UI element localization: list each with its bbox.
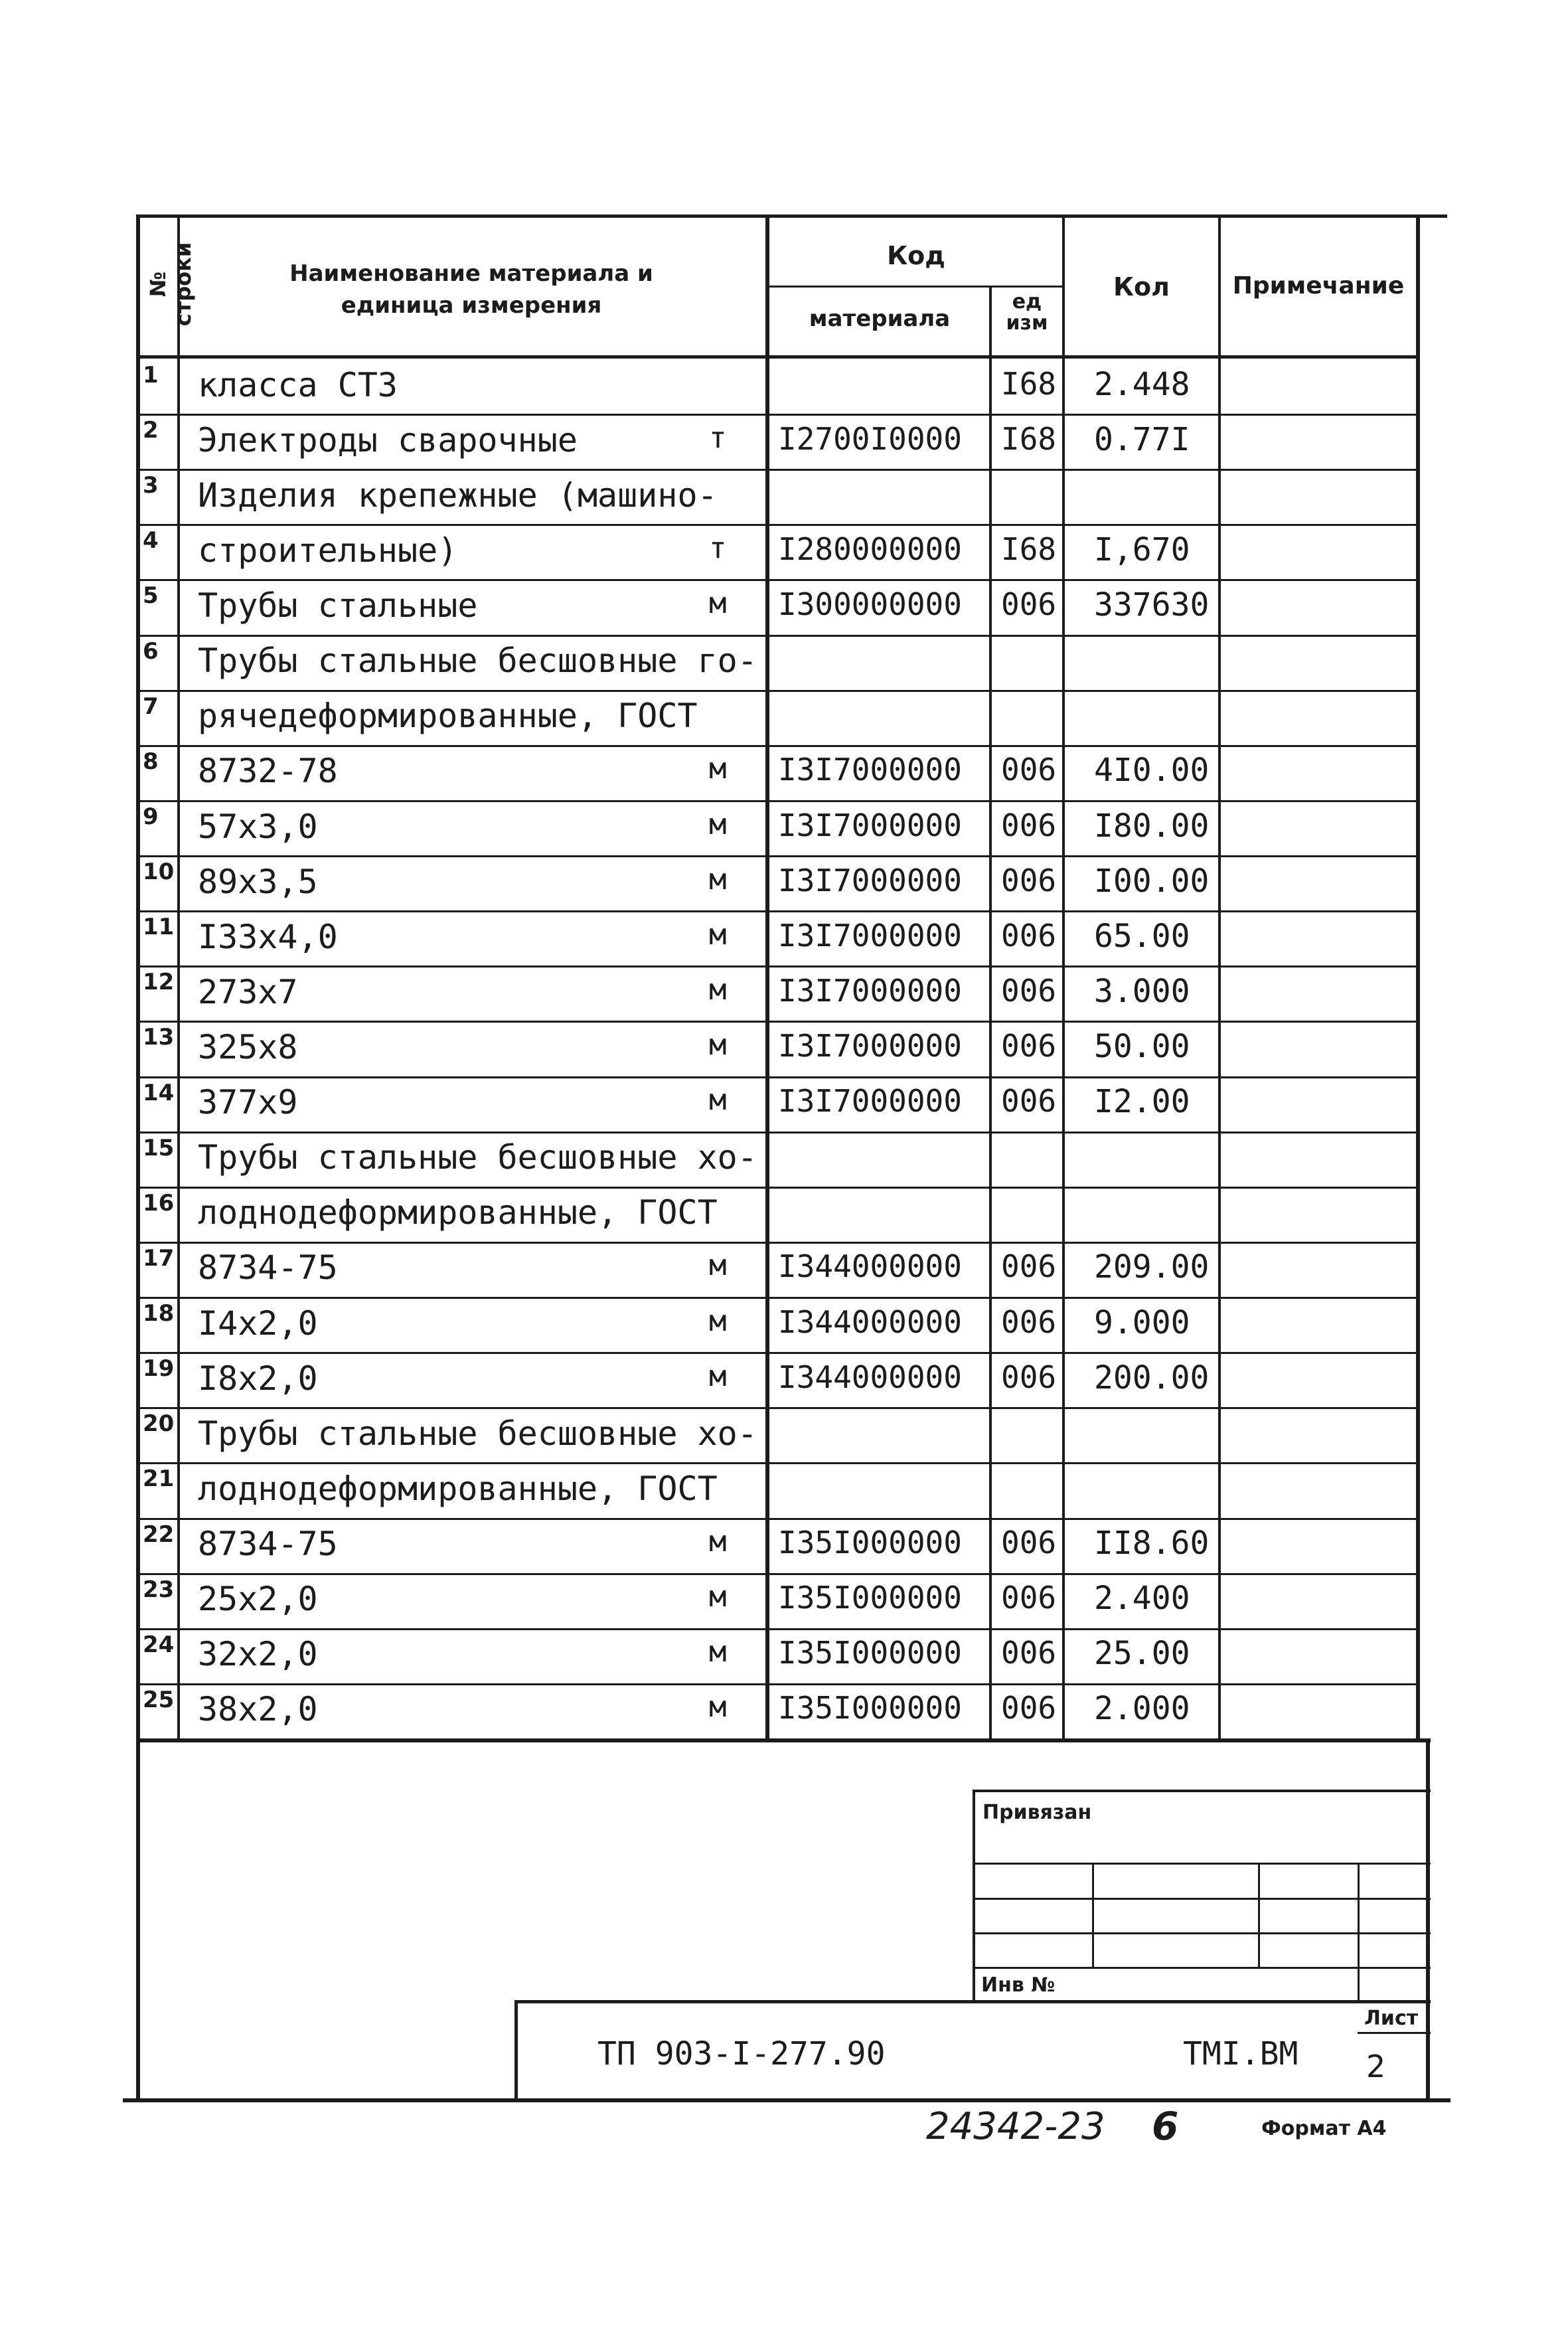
code-header: Код bbox=[887, 241, 945, 270]
row-number: 1 bbox=[143, 362, 159, 388]
row-number: 12 bbox=[143, 969, 175, 996]
unit-symbol: м bbox=[709, 1303, 727, 1338]
unit-code: 006 bbox=[1001, 862, 1057, 898]
name-header-line2: единица измерения bbox=[341, 292, 602, 319]
material-code: I35I000000 bbox=[778, 1635, 962, 1671]
col-line-2 bbox=[765, 214, 769, 1742]
material-code: I280000000 bbox=[778, 531, 962, 567]
frame-bottom-line bbox=[123, 2098, 1450, 2102]
material-name: 325x8 bbox=[198, 1028, 298, 1066]
code-subheader-line bbox=[767, 286, 1062, 288]
code-unit-header-2: изм bbox=[1006, 311, 1048, 335]
material-name: Электроды сварочные bbox=[198, 420, 578, 460]
unit-symbol: м bbox=[709, 917, 727, 952]
quantity-value: I80.00 bbox=[1094, 807, 1210, 845]
unit-code: 006 bbox=[1001, 972, 1057, 1009]
unit-symbol: т bbox=[709, 420, 727, 455]
archive-number: 24342-23 bbox=[926, 2105, 1105, 2148]
unit-symbol: м bbox=[709, 862, 727, 896]
row-number: 10 bbox=[143, 859, 175, 886]
unit-code: 006 bbox=[1001, 1083, 1057, 1120]
document-mark: ТМI.ВМ bbox=[1183, 2035, 1298, 2072]
material-code: I3I7000000 bbox=[778, 807, 962, 843]
row-divider bbox=[136, 1076, 1417, 1078]
attached-label: Привязан bbox=[982, 1801, 1092, 1824]
row-number: 19 bbox=[143, 1355, 175, 1383]
row-number: 11 bbox=[143, 914, 175, 941]
unit-code: I68 bbox=[1001, 365, 1057, 402]
material-code: I35I000000 bbox=[778, 1690, 962, 1726]
row-divider bbox=[136, 1573, 1417, 1575]
row-divider bbox=[136, 1187, 1417, 1189]
sheet-number: 2 bbox=[1366, 2049, 1386, 2084]
row-number: 7 bbox=[143, 693, 159, 720]
unit-code: 006 bbox=[1001, 1525, 1057, 1561]
material-name: 57x3,0 bbox=[198, 807, 318, 846]
material-name: классa СТ3 bbox=[198, 365, 398, 404]
unit-code: 006 bbox=[1001, 1580, 1057, 1616]
row-divider bbox=[136, 855, 1417, 857]
material-code: I3I7000000 bbox=[778, 862, 962, 898]
quantity-value: 2.448 bbox=[1094, 365, 1190, 403]
material-name: I4x2,0 bbox=[198, 1303, 318, 1343]
material-name: 89x3,5 bbox=[198, 862, 318, 901]
row-number: 23 bbox=[143, 1576, 175, 1603]
col-line-1 bbox=[177, 214, 180, 1742]
unit-code: 006 bbox=[1001, 1635, 1057, 1671]
material-code: I3I7000000 bbox=[778, 752, 962, 788]
sheet-cell-divider bbox=[1358, 2032, 1431, 2034]
material-code: I3I7000000 bbox=[778, 1083, 962, 1120]
unit-code: I68 bbox=[1001, 420, 1057, 457]
row-divider bbox=[136, 414, 1417, 416]
quantity-value: 25.00 bbox=[1094, 1635, 1190, 1673]
unit-code: 006 bbox=[1001, 807, 1057, 843]
material-name: Трубы стальные бесшовные го- bbox=[198, 641, 757, 681]
quantity-value: 4I0.00 bbox=[1094, 752, 1210, 790]
row-number: 4 bbox=[143, 527, 159, 554]
quantity-value: 65.00 bbox=[1094, 917, 1190, 955]
material-code: I3I7000000 bbox=[778, 972, 962, 1009]
unit-symbol: м bbox=[709, 1690, 727, 1724]
document-code: ТП 903-I-277.90 bbox=[597, 2035, 886, 2072]
quantity-value: 2.000 bbox=[1094, 1690, 1190, 1728]
qty-header: Кол bbox=[1113, 272, 1170, 301]
stamp-grid-v2 bbox=[1258, 1863, 1260, 1969]
unit-code: 006 bbox=[1001, 1028, 1057, 1064]
unit-symbol: м bbox=[709, 1028, 727, 1062]
stamp-grid-h1 bbox=[973, 1863, 1431, 1865]
material-name: лоднодеформированные, ГОСТ bbox=[198, 1469, 718, 1508]
sheet-label: Лист bbox=[1364, 2007, 1419, 2030]
material-name: строительные) bbox=[198, 531, 458, 570]
unit-symbol: м bbox=[709, 586, 727, 621]
col-line-6 bbox=[1416, 214, 1420, 1740]
material-code: I3I7000000 bbox=[778, 917, 962, 954]
row-divider bbox=[136, 1352, 1417, 1354]
unit-code: 006 bbox=[1001, 586, 1057, 623]
inventory-label: Инв № bbox=[981, 1974, 1056, 1997]
stamp-grid-h4 bbox=[973, 1967, 1431, 1969]
quantity-value: II8.60 bbox=[1094, 1525, 1210, 1562]
row-divider bbox=[136, 1683, 1417, 1685]
stamp-attached-left bbox=[973, 1790, 975, 2002]
table-bottom-line bbox=[136, 1738, 1431, 1742]
material-name: 8734-75 bbox=[198, 1525, 338, 1564]
row-number: 3 bbox=[143, 472, 159, 499]
row-number: 2 bbox=[143, 417, 159, 444]
material-name: Изделия крепежные (машино- bbox=[198, 475, 718, 515]
col-line-4 bbox=[1062, 214, 1065, 1740]
material-name: Трубы стальные bbox=[198, 586, 478, 626]
col-line-3 bbox=[989, 286, 992, 1740]
material-name: лоднодеформированные, ГОСТ bbox=[198, 1193, 718, 1232]
frame-left-line bbox=[136, 214, 140, 2102]
unit-code: 006 bbox=[1001, 1690, 1057, 1726]
stamp-attached-top bbox=[973, 1790, 1431, 1792]
unit-symbol: м bbox=[709, 1635, 727, 1669]
frame-top-line bbox=[136, 214, 1447, 218]
material-name: I33x4,0 bbox=[198, 917, 338, 956]
row-divider bbox=[136, 579, 1417, 581]
row-number: 24 bbox=[143, 1631, 175, 1658]
row-divider bbox=[136, 635, 1417, 637]
material-name: 377x9 bbox=[198, 1083, 298, 1122]
material-name: 25x2,0 bbox=[198, 1580, 318, 1619]
col-line-5 bbox=[1218, 214, 1221, 1740]
material-name: 8734-75 bbox=[198, 1248, 338, 1288]
quantity-value: I2.00 bbox=[1094, 1083, 1190, 1121]
quantity-value: 2.400 bbox=[1094, 1580, 1190, 1618]
quantity-value: 200.00 bbox=[1094, 1359, 1210, 1396]
title-block-left bbox=[514, 2000, 518, 2100]
unit-code: 006 bbox=[1001, 1359, 1057, 1395]
quantity-value: 0.77I bbox=[1094, 420, 1190, 458]
page-number: 6 bbox=[1152, 2104, 1179, 2149]
material-name: Трубы стальные бесшовные хо- bbox=[198, 1414, 757, 1453]
note-header: Примечание bbox=[1232, 272, 1405, 299]
quantity-value: 50.00 bbox=[1094, 1028, 1190, 1065]
quantity-value: 9.000 bbox=[1094, 1303, 1190, 1341]
row-divider bbox=[136, 690, 1417, 692]
row-number-header: № строки bbox=[145, 242, 196, 327]
row-divider bbox=[136, 1021, 1417, 1023]
row-number: 18 bbox=[143, 1300, 175, 1327]
code-material-header: материала bbox=[809, 305, 951, 332]
row-divider bbox=[136, 469, 1417, 471]
material-code: I344000000 bbox=[778, 1248, 962, 1285]
quantity-value: 337630 bbox=[1094, 586, 1210, 624]
material-code: I3I7000000 bbox=[778, 1028, 962, 1064]
unit-code: 006 bbox=[1001, 1303, 1057, 1340]
quantity-value: I00.00 bbox=[1094, 862, 1210, 900]
stamp-grid-v1 bbox=[1092, 1863, 1094, 1969]
row-number: 5 bbox=[143, 582, 159, 610]
material-code: I2700I0000 bbox=[778, 420, 962, 457]
row-number: 6 bbox=[143, 637, 159, 665]
header-bottom-line bbox=[136, 355, 1417, 359]
quantity-value: 209.00 bbox=[1094, 1248, 1210, 1286]
material-name: рячедеформированные, ГОСТ bbox=[198, 697, 698, 736]
row-divider bbox=[136, 966, 1417, 967]
row-divider bbox=[136, 524, 1417, 526]
row-divider bbox=[136, 1242, 1417, 1244]
material-code: I300000000 bbox=[778, 586, 962, 623]
row-divider bbox=[136, 1407, 1417, 1409]
unit-code: 006 bbox=[1001, 752, 1057, 788]
unit-code: 006 bbox=[1001, 917, 1057, 954]
material-name: 38x2,0 bbox=[198, 1690, 318, 1729]
unit-code: 006 bbox=[1001, 1248, 1057, 1285]
unit-symbol: м bbox=[709, 1580, 727, 1614]
row-number: 13 bbox=[143, 1024, 175, 1051]
material-code: I35I000000 bbox=[778, 1525, 962, 1561]
row-divider bbox=[136, 745, 1417, 747]
quantity-value: I,670 bbox=[1094, 531, 1190, 568]
code-unit-header-1: ед bbox=[1012, 290, 1042, 313]
material-code: I344000000 bbox=[778, 1303, 962, 1340]
unit-symbol: т bbox=[709, 531, 727, 565]
row-divider bbox=[136, 1518, 1417, 1520]
row-number: 8 bbox=[143, 748, 159, 775]
frame-right-line bbox=[1426, 1740, 1430, 2102]
row-divider bbox=[136, 1628, 1417, 1630]
material-name: I8x2,0 bbox=[198, 1359, 318, 1398]
row-number: 14 bbox=[143, 1079, 175, 1106]
unit-symbol: м bbox=[709, 1525, 727, 1559]
material-code: I35I000000 bbox=[778, 1580, 962, 1616]
format-label: Формат А4 bbox=[1261, 2117, 1387, 2140]
unit-symbol: м bbox=[709, 972, 727, 1007]
row-number: 21 bbox=[143, 1466, 175, 1493]
material-name: 273x7 bbox=[198, 972, 298, 1011]
row-number: 22 bbox=[143, 1521, 175, 1548]
stamp-grid-h3 bbox=[973, 1932, 1431, 1934]
unit-symbol: м bbox=[709, 807, 727, 841]
title-block-top bbox=[514, 2000, 1431, 2003]
row-divider bbox=[136, 1462, 1417, 1464]
row-number: 16 bbox=[143, 1189, 175, 1217]
stamp-grid-v3 bbox=[1358, 1863, 1360, 2002]
row-divider bbox=[136, 910, 1417, 912]
unit-symbol: м bbox=[709, 1083, 727, 1118]
row-divider bbox=[136, 1132, 1417, 1134]
material-name: 32x2,0 bbox=[198, 1635, 318, 1674]
material-code: I344000000 bbox=[778, 1359, 962, 1395]
unit-symbol: м bbox=[709, 1359, 727, 1393]
row-divider bbox=[136, 800, 1417, 802]
unit-symbol: м bbox=[709, 1248, 727, 1283]
row-number: 15 bbox=[143, 1134, 175, 1161]
stamp-grid-h2 bbox=[973, 1898, 1431, 1900]
unit-symbol: м bbox=[709, 752, 727, 786]
row-number: 9 bbox=[143, 803, 159, 830]
quantity-value: 3.000 bbox=[1094, 972, 1190, 1010]
row-number: 20 bbox=[143, 1410, 175, 1438]
row-number: 25 bbox=[143, 1686, 175, 1713]
unit-code: I68 bbox=[1001, 531, 1057, 567]
row-number: 17 bbox=[143, 1244, 175, 1272]
material-name: 8732-78 bbox=[198, 752, 338, 791]
row-divider bbox=[136, 1297, 1417, 1299]
name-header-line1: Наименование материала и bbox=[289, 260, 653, 287]
material-name: Трубы стальные бесшовные хо- bbox=[198, 1138, 757, 1177]
